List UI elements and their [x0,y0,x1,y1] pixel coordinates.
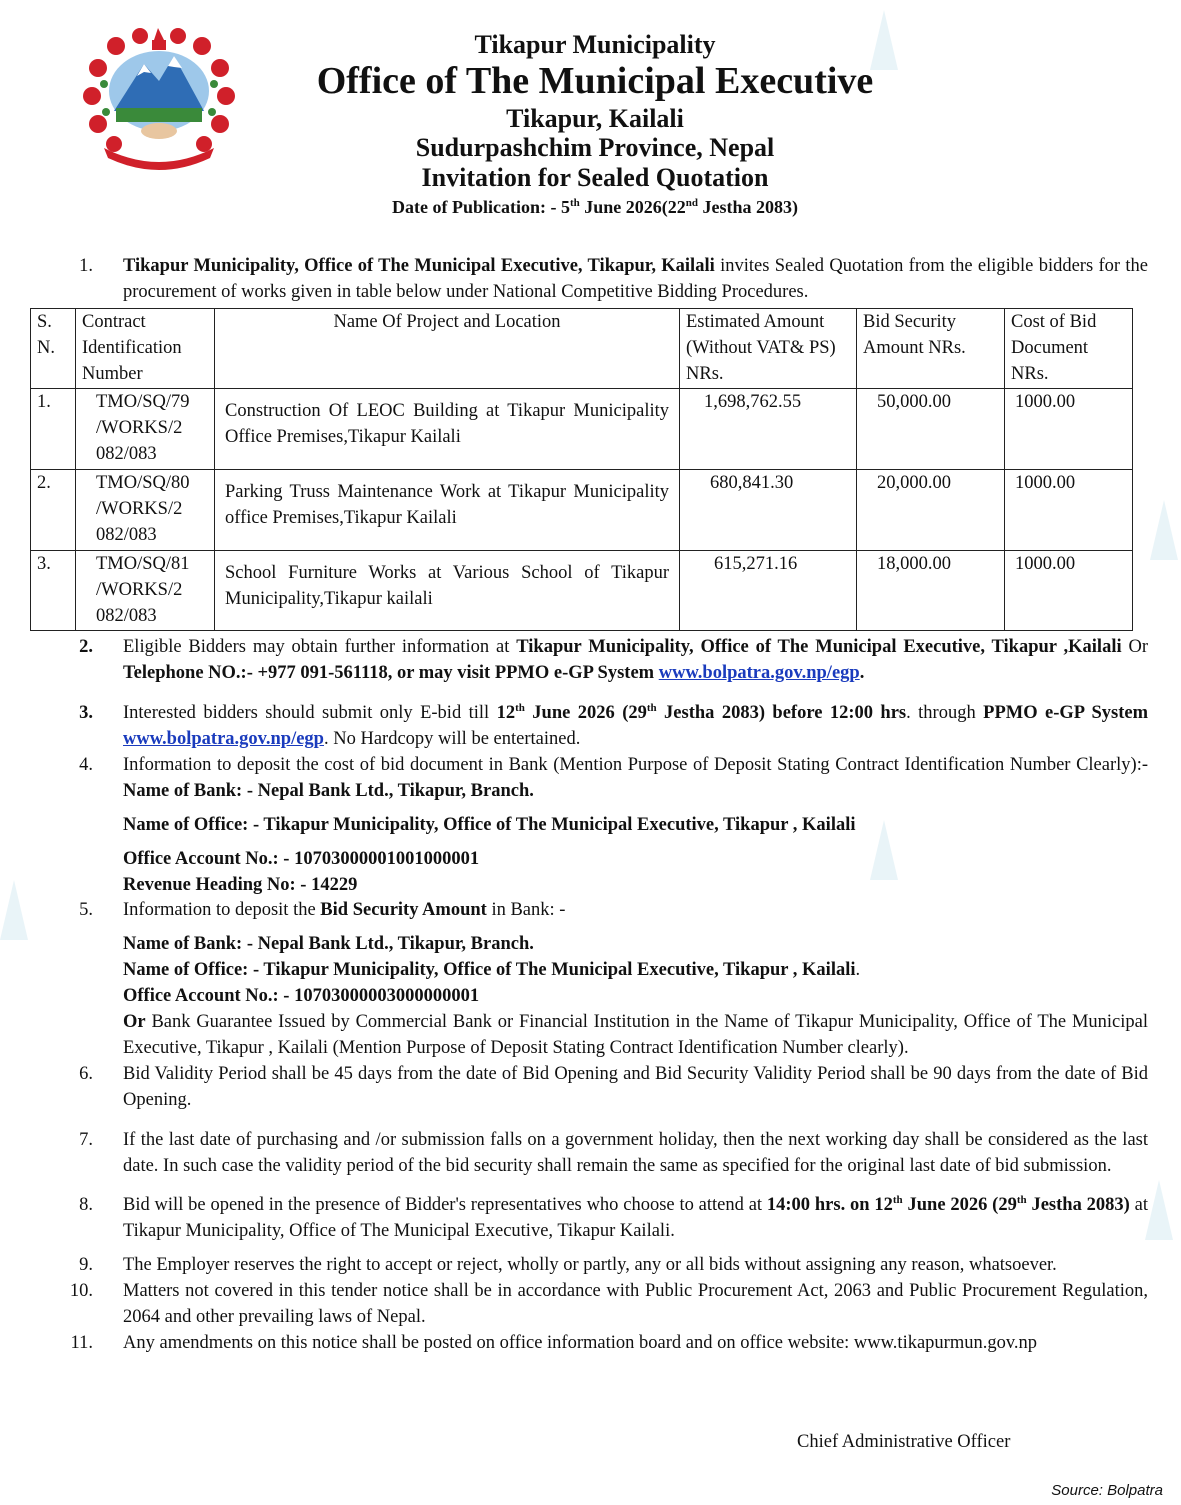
col-security: Bid Security Amount NRs. [857,308,1005,389]
col-estimate: Estimated Amount (Without VAT& PS) NRs. [680,308,857,389]
office-name: Office of The Municipal Executive [316,59,874,102]
watermark-arrow [0,880,28,940]
table-row: 2. TMO/SQ/80 /WORKS/2 082/083 Parking Truss Maintenance Work at Tikapur Municipality office Premises,Tikapur Kailali 680,841.30 20,000.00 1000.00 [31,470,1133,551]
watermark-arrow [1145,1180,1173,1240]
publication-date: Date of Publication: - 5th June 2026(22nd Jestha 2083) [391,197,799,218]
clause-5-bank: Name of Bank: - Nepal Bank Ltd., Tikapur, Branch. [123,934,534,955]
clause-5-guarantee: Or Bank Guarantee Issued by Commercial Bank or Financial Institution in the Name of Tikapur Municipality, Office of The Municipal Executive, Tikapur , Kailali (Mention Purpose of Deposit Stating Contract Identification Number clearly). [123,1012,1148,1058]
col-contract-id: Contract Identification Number [76,308,215,389]
clause-1: 1. Tikapur Municipality, Office of The Municipal Executive, Tikapur, Kailali invites Sealed Quotation from the eligible bidders for the procurement of works given in table below under National Competitive Bidding Procedures. [79,256,1148,302]
table-header-row [31,308,1133,389]
clause-4-revenue: Revenue Heading No: - 14229 [123,874,358,895]
clause-5-account: Office Account No.: - 10703000003000000001 [123,986,480,1007]
municipality-name: Tikapur Municipality [474,30,716,59]
clause-2: 2. Eligible Bidders may obtain further information at Tikapur Municipality, Office of The Municipal Executive, Tikapur ,Kailali Or Telephone NO.:- +977 091-561118, or may visit PPMO e-GP System www.bolpatra.gov.np/egp. [79,637,1148,684]
office-location: Tikapur, Kailali [506,103,684,133]
nepal-coat-of-arms-icon [74,26,244,171]
clause-11: 11. Any amendments on this notice shall be posted on office information board and on office website: www.tikapurmun.gov.np [70,1332,1038,1353]
source-credit: Source: Bolpatra [1051,1482,1163,1499]
col-project: Name Of Project and Location [215,308,680,389]
clause-4: 4. Information to deposit the cost of bid document in Bank (Mention Purpose of Deposit Stating Contract Identification Number Clearly):-Name of Bank: - Nepal Bank Ltd., Tikapur, Branch. [79,755,1148,801]
clause-3: 3. Interested bidders should submit only E-bid till 12th June 2026 (29th Jestha 2083) before 12:00 hrs. through PPMO e-GP System www.bolpatra.gov.np/egp. No Hardcopy will be entertained. [79,702,1149,750]
clause-8: 8. Bid will be opened in the presence of Bidder's representatives who choose to attend at 14:00 hrs. on 12th June 2026 (29th Jestha 2083) at Tikapur Municipality, Office of The Municipal Executive, Tikapur Kailali. [79,1194,1148,1242]
bolpatra-link[interactable]: www.bolpatra.gov.np/egp [658,663,860,684]
clause-7: 7. If the last date of purchasing and /or submission falls on a government holiday, then the next working day shall be considered as the last date. In such case the validity period of the bid security shall remain the same as specified for the original last date of bid submission. [79,1129,1148,1176]
works-table [30,308,1133,632]
clause-6: 6. Bid Validity Period shall be 45 days from the date of Bid Opening and Bid Security Validity Period shall be 90 days from the date of Bid Opening. [79,1063,1148,1110]
province-name: Sudurpashchim Province, Nepal [415,133,775,163]
clause-10: 10. Matters not covered in this tender notice shall be in accordance with Public Procurement Act, 2063 and Public Procurement Regulation, 2064 and other prevailing laws of Nepal. [69,1281,1148,1327]
notice-header [250,30,940,218]
col-cost: Cost of Bid Document NRs. [1005,308,1133,389]
clause-4-office: Name of Office: - Tikapur Municipality, Office of The Municipal Executive, Tikapur , Kailali [123,814,856,835]
clause-4-account: Office Account No.: - 10703000001001000001 [123,848,480,869]
bolpatra-link[interactable]: www.bolpatra.gov.np/egp [123,729,324,750]
table-row: 3. TMO/SQ/81 /WORKS/2 082/083 School Furniture Works at Various School of Tikapur Municipality,Tikapur kailali 615,271.16 18,000.00 1000.00 [31,550,1133,631]
table-row: 1. TMO/SQ/79 /WORKS/2 082/083 Construction Of LEOC Building at Tikapur Municipality Office Premises,Tikapur Kailali 1,698,762.55 50,000.00 1000.00 [31,389,1133,470]
clause-9: 9. The Employer reserves the right to accept or reject, wholly or partly, any or all bids without assigning any reason, whatsoever. [79,1255,1057,1276]
clause-5-office: Name of Office: - Tikapur Municipality, Office of The Municipal Executive, Tikapur , Kailali. [123,960,861,981]
notice-body [30,254,1148,1357]
signatory-title: Chief Administrative Officer [797,1432,1011,1452]
col-sn: S. N. [31,308,76,389]
watermark-arrow [1150,500,1178,560]
notice-title: Invitation for Sealed Quotation [421,163,769,193]
clause-5: 5. Information to deposit the Bid Security Amount in Bank: - [79,900,566,921]
